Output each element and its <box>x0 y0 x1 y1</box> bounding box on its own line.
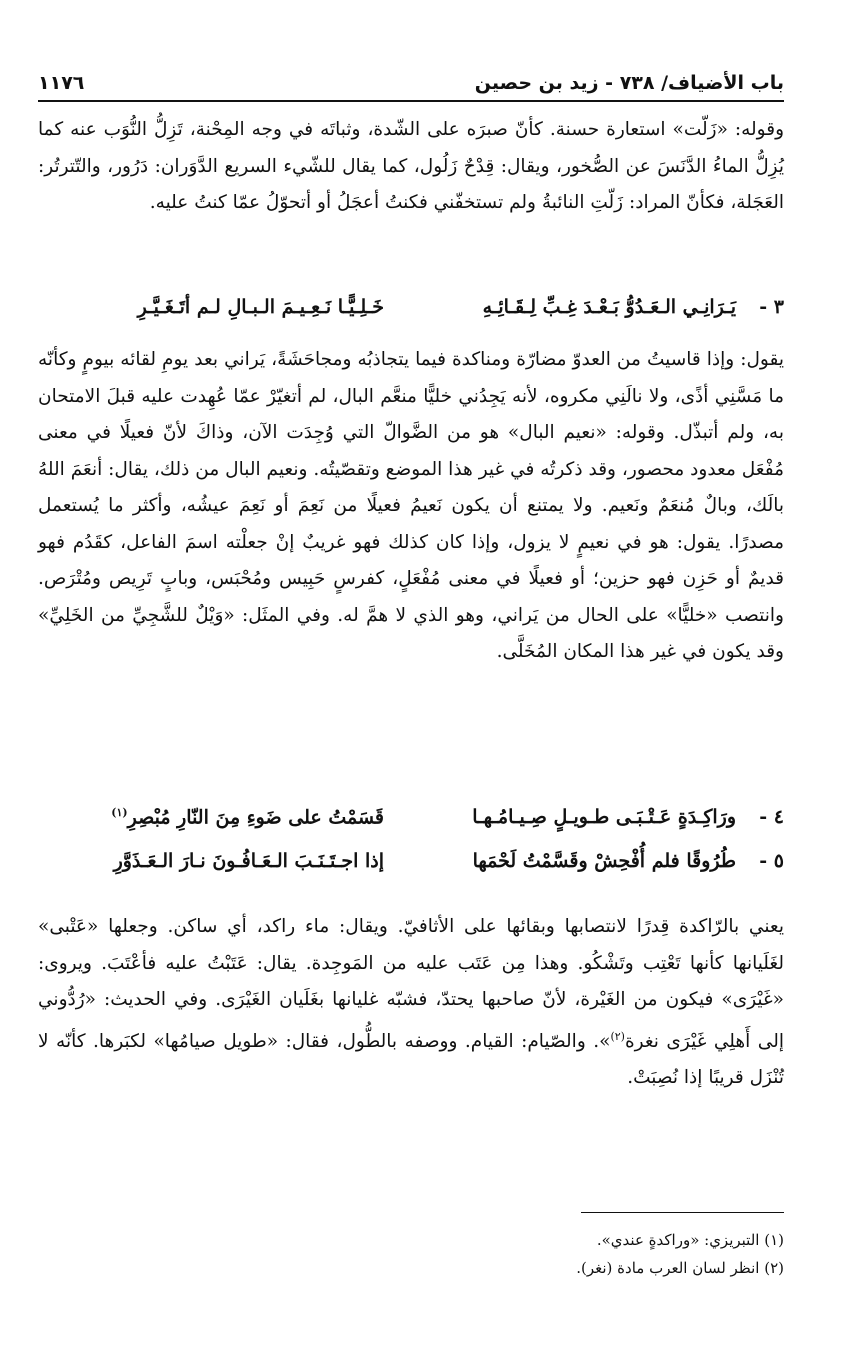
footnote-reference: (١) <box>111 806 128 819</box>
page-number: ١١٧٦ <box>38 72 85 94</box>
verse-first-hemistich: طُرُوقًا فلم أُفْحِشْ وقَسَّمْتُ لَحْمَها <box>472 850 736 872</box>
footnote-item: (١) التبريزي: «وراكدةٍ عندي». <box>596 1231 784 1249</box>
verse-second-hemistich: إذا اجـتَـنَـبَ الـعَـافُـونَ نـارَ الـعَـذَوَّرِ <box>113 850 384 872</box>
verse-number: ٤ - <box>759 806 784 829</box>
verse-text: قَسَمْتُ على ضَوءِ مِنَ النّارِ مُبْصِرِ <box>127 806 384 829</box>
page-header <box>38 60 784 102</box>
footnote-reference: (٢) <box>610 1029 625 1043</box>
verse-first-hemistich: ورَاكِـدَةٍ عَـتْـبَـى طـويـلٍ صِـيـامُـهـا <box>472 806 736 829</box>
commentary-paragraph-3 <box>38 909 784 1097</box>
running-title: باب الأضياف/ ٧٣٨ - زيد بن حصين <box>474 72 784 94</box>
verse-5 <box>38 850 784 872</box>
verse-3 <box>38 296 784 318</box>
commentary-paragraph-2 <box>38 342 784 671</box>
commentary-text: وقوله: «زَلّت» استعارة حسنة. كأنّ صبرَه على الشّدة، وثباتَه في وجه المِحْنة، تَزِلُّ النُّوَب عنه كما يُزِلُّ الماءُ الدَّنَسَ عن الصُّخور، ويقال: قِدْحٌ زَلُول، كما يقال للشّيء السريع الدَّوَران: دَرُور، والتّترتُر: العَجَلة، فكأنّ المراد: زَلّتِ النائبةُ ولم تستخفّني فكنتُ أعجَلُ أو أتحوّلُ عمّا كنتُ عليه. <box>38 119 784 213</box>
verse-second-hemistich <box>38 806 384 828</box>
footnote-item: (٢) انظر لسان العرب مادة (نغر). <box>576 1259 784 1277</box>
verse-first-hemistich: يَـرَانِـي الـعَـدُوُّ بَـعْـدَ غِـبِّ لِـقَـائِـهِ <box>482 296 736 318</box>
footnote-divider <box>581 1212 784 1213</box>
book-page <box>38 0 784 1359</box>
verse-4 <box>38 806 784 828</box>
commentary-text: يقول: وإذا قاسيتُ من العدوّ مضارّة ومناكدة فيما يتجاذبُه ومجاحَشَةً، يَراني بعد يومِ لقائه بيومٍ وكأنّه ما مَسَّنِي أذًى، ولا نالَنِي مكروه، لأنه يَجِدُني خليًّا منعَّم البال، لم أتغيّرْ عمّا عُهِدت عليه قبلَ الامتحان به، ولم أتبذّل. وقوله: «نعيم البال» هو من الضَّوالّ التي وُجِدَت الآن، وذاكَ لأنّ فعيلًا في معنى مُفْعَل معدود محصور، وقد ذكرتُه في غير هذا الموضع وتقصّيتُه. ونعيم البال من ذلك، يقال: أنعَمَ اللهُ بالَك، وبالٌ مُنعَمٌ ونَعيم. ولا يمتنع أن يكون نَعيمُ فعيلًا من نَعِمَ أو نَعِمَ عيشُه، وأكثر ما يُستعمل مصدرًا. يقول: هو في نعيمٍ لا يزول، وإذا كان كذلك فهو غريبٌ إنْ جعلْته اسمَ الفاعل، كقَدُم فهو قديمٌ أو حَزِن فهو حزين؛ أو فعيلًا في معنى مُفْعَلٍ، كفرسٍ حَبِيس ومُحْبَس، وبابٍ تَرِيص ومُتْرَص. وانتصب «خليًّا» على الحال من يَراني، وهو الذي لا همَّ له. وفي المثَل: «وَيْلٌ للشَّجِيِّ من الخَلِيِّ» وقد يكون في غير هذا المكان المُخَلَّى. <box>38 349 784 662</box>
commentary-text <box>38 909 784 1097</box>
commentary-text-part: ». والصّيام: القيام. ووصفه بالطُّول، فقال: «طويل صيامُها» لكبَرها. كأنّه لا تُنْزَل قريبًا إذا نُصِبَتْ. <box>38 1030 784 1089</box>
verse-second-hemistich: خَـلِـيًّـا نَـعِـيـمَ الـبـالِ لـم أتَـغَـيَّـرِ <box>137 296 384 318</box>
footnotes <box>38 1226 784 1282</box>
commentary-paragraph-1 <box>38 112 784 222</box>
verse-number: ٥ - <box>759 850 784 872</box>
verse-number: ٣ - <box>759 296 784 318</box>
commentary-text-part: يعني بالرّاكدة قِدرًا لانتصابها وبقائها على الأثافيّ. ويقال: ماء راكد، أي ساكن. وجعلها «عَتْبى» لغَلَيانها كأنها تَعْتِب وتَشْكُو. وهذا مِن عَتَب عليه من المَوجِدة. يقال: عَتَبْتُ عليه فأعْتَبَ. ويروى: «غَيْرَى» فيكون من الغَيْرة، لأنّ صاحبها يحتدّ، فشبّه غليانها بغَلَيان الغَيْرَى. وفي الحديث: «رُدُّوني إلى أَهلِي غَيْرَى نغرة <box>38 916 784 1052</box>
